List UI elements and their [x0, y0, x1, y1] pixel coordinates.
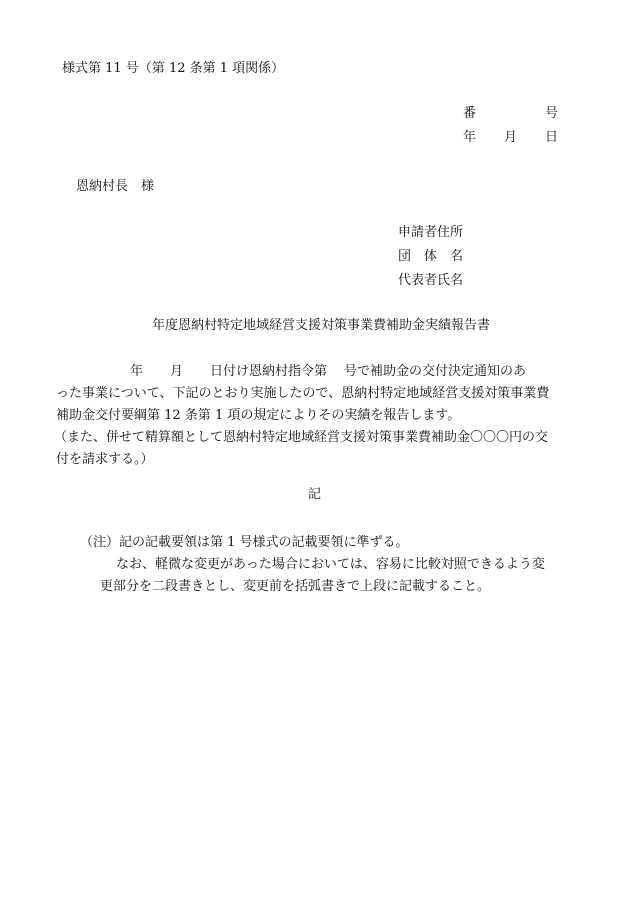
body-dated-text: 日付け恩納村指令第: [210, 364, 328, 379]
note-line-3: 更部分を二段書きとし、変更前を括弧書きで上段に記載すること。: [100, 579, 491, 594]
addressee: 恩納村長 様: [76, 179, 155, 194]
body-month-label: 月: [170, 364, 184, 379]
number-suffix: 号: [545, 106, 559, 121]
applicant-org-label: 団 体 名: [398, 249, 464, 264]
body-year-label: 年: [130, 364, 144, 379]
applicant-address-label: 申請者住所: [398, 225, 464, 240]
note-line-2: なお、軽微な変更があった場合においては、容易に比較対照できるよう変: [116, 557, 545, 572]
date-month-label: 月: [504, 130, 518, 145]
body-line-1-rest: 号で補助金の交付決定通知のあ: [344, 364, 527, 379]
body-line-3: 補助金交付要綱第 12 条第 1 項の規定によりその実績を報告します。: [56, 408, 461, 423]
document-title: 年度恩納村特定地域経営支援対策事業費補助金実績報告書: [152, 318, 491, 333]
number-label: 番: [463, 106, 477, 121]
body-line-2: った事業について、下記のとおり実施したので、恩納村特定地域経営支援対策事業費: [56, 386, 550, 401]
ki-heading: 記: [308, 487, 322, 502]
applicant-rep-label: 代表者氏名: [398, 273, 464, 288]
body-line-4: （また、併せて精算額として恩納村特定地域経営支援対策事業費補助金〇〇〇円の交: [54, 430, 549, 445]
date-day-label: 日: [545, 130, 559, 145]
form-number-label: 様式第 11 号（第 12 条第 1 項関係）: [62, 61, 285, 76]
note-head: （注）記の記載要領は第 1 号様式の記載要領に準ずる。: [80, 535, 409, 550]
body-line-5: 付を請求する。）: [56, 452, 154, 467]
date-year-label: 年: [463, 130, 477, 145]
